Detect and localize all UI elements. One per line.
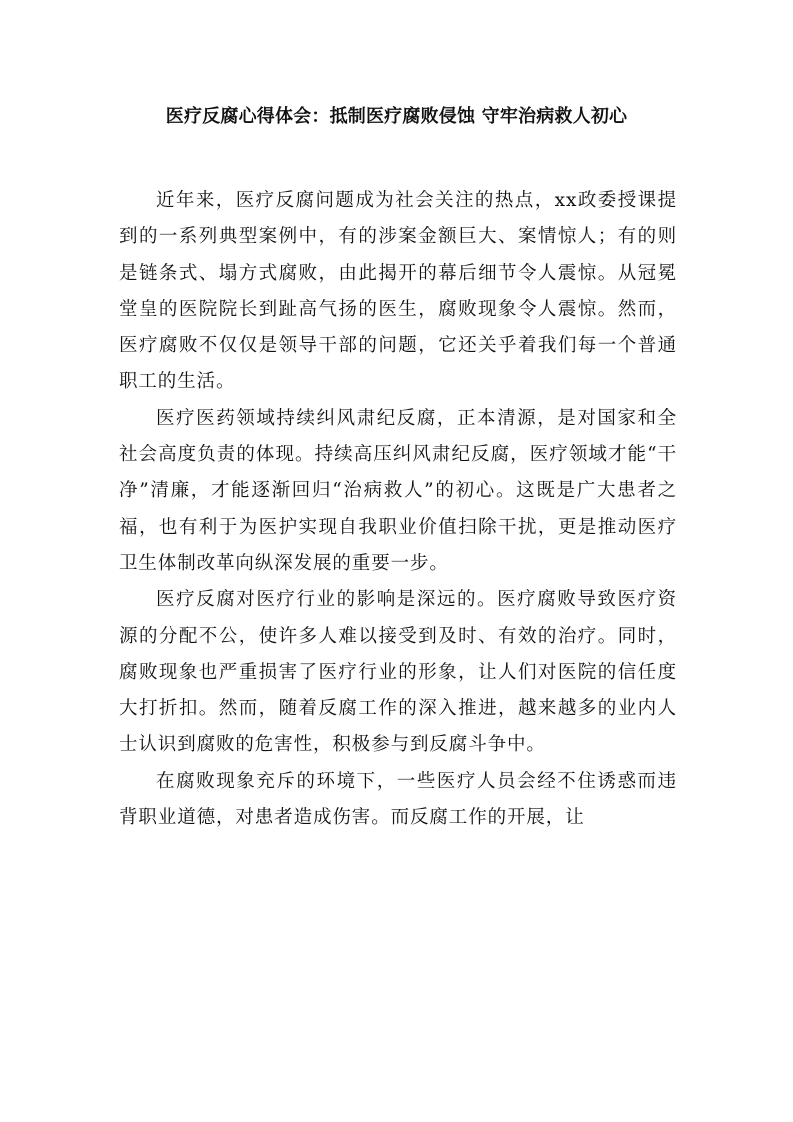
- paragraph-3: 医疗反腐对医疗行业的影响是深远的。医疗腐败导致医疗资源的分配不公，使许多人难以接受到及时、有效的治疗。同时，腐败现象也严重损害了医疗行业的形象，让人们对医院的信任度大打折扣。然而，随着反腐工作的深入推进，越来越多的业内人士认识到腐败的危害性，积极参与到反腐斗争中。: [119, 589, 677, 756]
- paragraph-2: 医疗医药领域持续纠风肃纪反腐，正本清源，是对国家和全社会高度负责的体现。持续高压纠风肃纪反腐，医疗领域才能“干净”清廉，才能逐渐回归“治病救人”的初心。这既是广大患者之福，也有利于为医护实现自我职业价值扫除干扰，更是推动医疗卫生体制改革向纵深发展的重要一步。: [119, 407, 677, 574]
- paragraph-4: 在腐败现象充斥的环境下，一些医疗人员会经不住诱惑而违背职业道德，对患者造成伤害。而反腐工作的开展，让: [119, 770, 677, 829]
- document-body: [119, 183, 677, 836]
- document-title: 医疗反腐心得体会：抵制医疗腐败侵蚀 守牢治病救人初心: [165, 106, 628, 127]
- paragraph-1: 近年来，医疗反腐问题成为社会关注的热点，xx政委授课提到的一系列典型案例中，有的涉案金额巨大、案情惊人；有的则是链条式、塌方式腐败，由此揭开的幕后细节令人震惊。从冠冕堂皇的医院院长到趾高气扬的医生，腐败现象令人震惊。然而，医疗腐败不仅仅是领导干部的问题，它还关乎着我们每一个普通职工的生活。: [119, 190, 677, 393]
